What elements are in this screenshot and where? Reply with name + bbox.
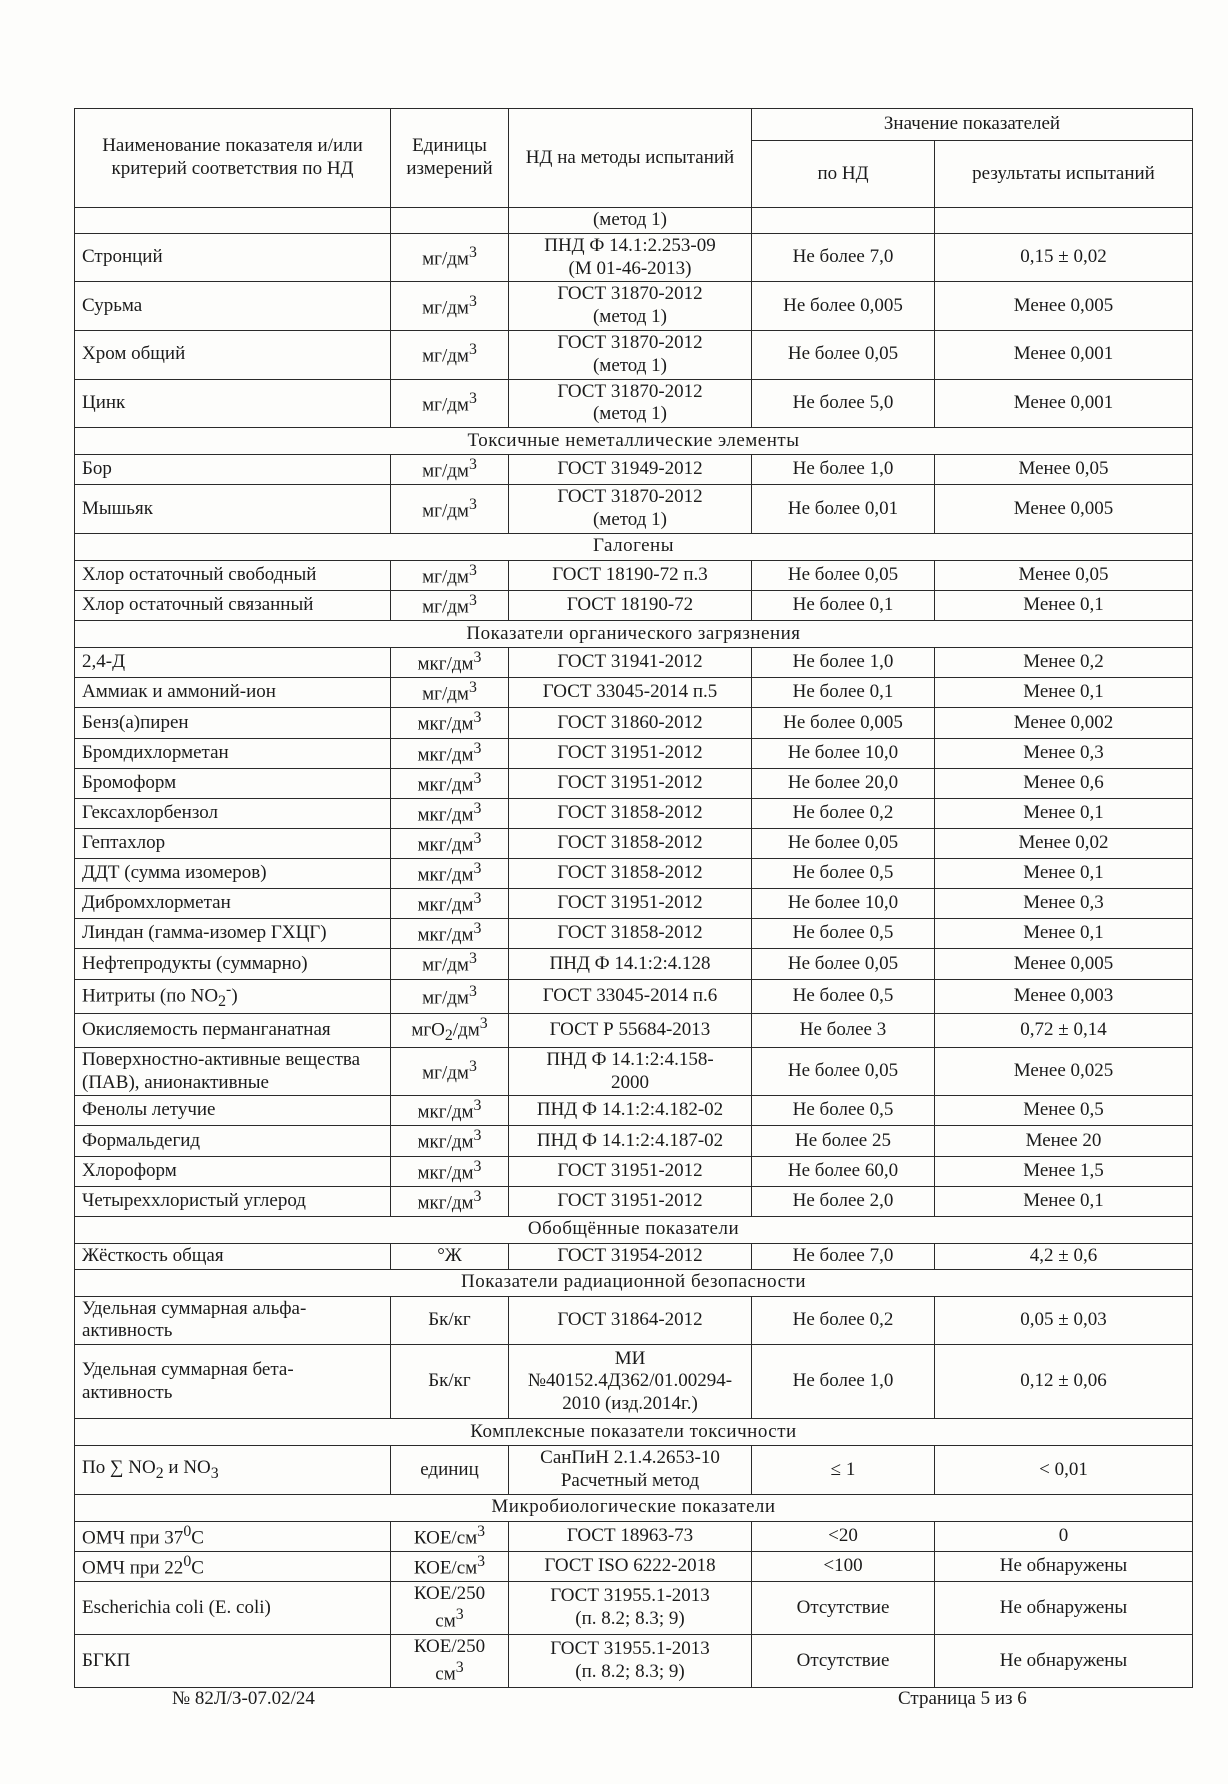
method-cell: ГОСТ 18190-72 <box>509 591 752 621</box>
unit-cell: КОЕ/$см^3$ <box>391 1551 509 1581</box>
method-cell: ПНД Ф 14.1:2:4.128 <box>509 949 752 979</box>
norm-cell: Не более 0,1 <box>752 591 935 621</box>
header-values: Значение показателей <box>752 109 1193 141</box>
indicator-name: Escherichia coli (E. coli) <box>75 1582 391 1635</box>
table-row <box>75 1243 1193 1269</box>
result-cell: Менее 0,1 <box>935 678 1193 708</box>
header-name: Наименование показателя и/или критерий соответствия по НД <box>75 109 391 208</box>
section-title: Показатели органического загрязнения <box>75 621 1193 648</box>
result-cell: Менее 0,1 <box>935 859 1193 889</box>
continuation-method: (метод 1) <box>509 208 752 234</box>
table-row <box>75 1551 1193 1581</box>
method-cell: ПНД Ф 14.1:2:4.187-02 <box>509 1126 752 1156</box>
indicator-name: Гептахлор <box>75 828 391 858</box>
norm-cell: <20 <box>752 1521 935 1551</box>
table-row <box>75 859 1193 889</box>
method-cell: ГОСТ 31860-2012 <box>509 708 752 738</box>
indicator-name: Хлороформ <box>75 1156 391 1186</box>
norm-cell: Не более 0,5 <box>752 859 935 889</box>
norm-cell: Не более 0,05 <box>752 828 935 858</box>
method-cell: ГОСТ 31858-2012 <box>509 828 752 858</box>
header-units: Единицы измерений <box>391 109 509 208</box>
unit-cell: КОЕ/250 $см^3$ <box>391 1582 509 1635</box>
indicator-name: Нефтепродукты (суммарно) <box>75 949 391 979</box>
norm-cell: Не более 0,05 <box>752 330 935 379</box>
norm-cell: Не более 0,005 <box>752 282 935 331</box>
method-cell: ГОСТ 31951-2012 <box>509 889 752 919</box>
indicator-name: Фенолы летучие <box>75 1096 391 1126</box>
unit-cell: Бк/кг <box>391 1296 509 1345</box>
indicator-name: Четыреххлористый углерод <box>75 1186 391 1216</box>
norm-cell: Не более 10,0 <box>752 889 935 919</box>
norm-cell: Отсутствие <box>752 1582 935 1635</box>
page-number: Страница 5 из 6 <box>898 1688 1027 1709</box>
method-cell: ГОСТ 31870-2012 (метод 1) <box>509 379 752 428</box>
table-row <box>75 455 1193 485</box>
method-cell: ГОСТ 18190-72 п.3 <box>509 560 752 590</box>
method-cell: ГОСТ 31951-2012 <box>509 1186 752 1216</box>
section-header <box>75 621 1193 648</box>
norm-cell: Не более 0,5 <box>752 979 935 1013</box>
norm-cell: Не более 0,005 <box>752 708 935 738</box>
unit-cell: мкг/$дм^3$ <box>391 1186 509 1216</box>
table-row <box>75 648 1193 678</box>
method-cell: ГОСТ 31951-2012 <box>509 738 752 768</box>
indicator-name: Цинк <box>75 379 391 428</box>
result-cell: Менее 0,02 <box>935 828 1193 858</box>
unit-cell: $мг/дм^3$ <box>391 485 509 534</box>
method-cell: ГОСТ 31941-2012 <box>509 648 752 678</box>
result-cell: Не обнаружены <box>935 1634 1193 1687</box>
method-cell: ГОСТ 31955.1-2013 (п. 8.2; 8.3; 9) <box>509 1634 752 1687</box>
section-title: Галогены <box>75 533 1193 560</box>
unit-cell: $мг/дм^3$ <box>391 379 509 428</box>
result-cell: Менее 0,05 <box>935 560 1193 590</box>
indicator-name: Бор <box>75 455 391 485</box>
indicator-name: Гексахлорбензол <box>75 798 391 828</box>
method-cell: ГОСТ ISO 6222-2018 <box>509 1551 752 1581</box>
document-number: № 82Л/З-07.02/24 <box>172 1688 315 1709</box>
table-row <box>75 591 1193 621</box>
result-cell: 0,15 ± 0,02 <box>935 233 1193 282</box>
result-cell: Менее 0,001 <box>935 330 1193 379</box>
results-table <box>74 108 1193 1688</box>
norm-cell: Отсутствие <box>752 1634 935 1687</box>
unit-cell: $мг/дм^3$ <box>391 282 509 331</box>
indicator-name: Дибромхлорметан <box>75 889 391 919</box>
indicator-name: Формальдегид <box>75 1126 391 1156</box>
norm-cell: Не более 0,2 <box>752 798 935 828</box>
section-header <box>75 1216 1193 1243</box>
header-norm: по НД <box>752 140 935 207</box>
method-cell: ГОСТ 31858-2012 <box>509 919 752 949</box>
norm-cell: Не более 7,0 <box>752 1243 935 1269</box>
table-row <box>75 1096 1193 1126</box>
result-cell: Менее 0,005 <box>935 485 1193 534</box>
result-cell: Менее 1,5 <box>935 1156 1193 1186</box>
indicator-name: Хлор остаточный свободный <box>75 560 391 590</box>
unit-cell: $мгО_2/дм^3$ <box>391 1013 509 1047</box>
norm-cell: Не более 1,0 <box>752 455 935 485</box>
method-cell: СанПиН 2.1.4.2653-10 Расчетный метод <box>509 1446 752 1495</box>
method-cell: МИ №40152.4Д362/01.00294- 2010 (изд.2014г.) <box>509 1345 752 1419</box>
method-cell: ПНД Ф 14.1:2:4.158- 2000 <box>509 1047 752 1096</box>
method-cell: ГОСТ 31870-2012 (метод 1) <box>509 282 752 331</box>
unit-cell: мкг/$дм^3$ <box>391 1156 509 1186</box>
norm-cell: Не более 0,1 <box>752 678 935 708</box>
unit-cell: Бк/кг <box>391 1345 509 1419</box>
result-cell: 4,2 ± 0,6 <box>935 1243 1193 1269</box>
method-cell: ГОСТ 31951-2012 <box>509 768 752 798</box>
table-row <box>75 1186 1193 1216</box>
norm-cell: Не более 0,05 <box>752 1047 935 1096</box>
indicator-name: Бенз(а)пирен <box>75 708 391 738</box>
method-cell: ПНД Ф 14.1:2:4.182-02 <box>509 1096 752 1126</box>
table-row <box>75 330 1193 379</box>
unit-cell: единиц <box>391 1446 509 1495</box>
unit-cell: $мг/дм^3$ <box>391 678 509 708</box>
indicator-name: Мышьяк <box>75 485 391 534</box>
table-row <box>75 798 1193 828</box>
method-cell: ГОСТ 31951-2012 <box>509 1156 752 1186</box>
unit-cell: $мг/дм^3$ <box>391 233 509 282</box>
table-row <box>75 889 1193 919</box>
table-row <box>75 485 1193 534</box>
table-row <box>75 678 1193 708</box>
result-cell: 0,72 ± 0,14 <box>935 1013 1193 1047</box>
norm-cell: Не более 0,05 <box>752 560 935 590</box>
result-cell: Менее 0,05 <box>935 455 1193 485</box>
norm-cell: Не более 0,5 <box>752 1096 935 1126</box>
unit-cell: мкг/$дм^3$ <box>391 648 509 678</box>
result-cell: < 0,01 <box>935 1446 1193 1495</box>
indicator-name: По ∑ $NO_2$ и $NO_3$ <box>75 1446 391 1495</box>
section-header <box>75 1269 1193 1296</box>
indicator-name: ОМЧ при $37^0С$ <box>75 1521 391 1551</box>
table-row <box>75 708 1193 738</box>
table-row <box>75 1296 1193 1345</box>
table-row <box>75 979 1193 1013</box>
indicator-name: Удельная суммарная бета- активность <box>75 1345 391 1419</box>
indicator-name: Окисляемость перманганатная <box>75 1013 391 1047</box>
norm-cell: Не более 0,05 <box>752 949 935 979</box>
unit-cell: мкг/$дм^3$ <box>391 919 509 949</box>
section-title: Обобщённые показатели <box>75 1216 1193 1243</box>
norm-cell: <100 <box>752 1551 935 1581</box>
table-row <box>75 1521 1193 1551</box>
result-cell: Менее 0,002 <box>935 708 1193 738</box>
norm-cell: Не более 5,0 <box>752 379 935 428</box>
unit-cell: КОЕ/250 $см^3$ <box>391 1634 509 1687</box>
section-header <box>75 1419 1193 1446</box>
indicator-name: Поверхностно-активные вещества (ПАВ), анионактивные <box>75 1047 391 1096</box>
unit-cell: мкг/$дм^3$ <box>391 859 509 889</box>
table-row <box>75 1582 1193 1635</box>
method-cell: ГОСТ 31864-2012 <box>509 1296 752 1345</box>
method-cell: ГОСТ 31955.1-2013 (п. 8.2; 8.3; 9) <box>509 1582 752 1635</box>
continuation-row <box>75 208 1193 234</box>
indicator-name: Хром общий <box>75 330 391 379</box>
result-cell: Менее 0,5 <box>935 1096 1193 1126</box>
norm-cell: Не более 25 <box>752 1126 935 1156</box>
indicator-name: Хлор остаточный связанный <box>75 591 391 621</box>
table-row <box>75 1156 1193 1186</box>
indicator-name: Нитриты (по $NO_2^-$) <box>75 979 391 1013</box>
norm-cell: Не более 1,0 <box>752 648 935 678</box>
unit-cell: мкг/$дм^3$ <box>391 889 509 919</box>
method-cell: ГОСТ 31870-2012 (метод 1) <box>509 330 752 379</box>
table-row <box>75 828 1193 858</box>
unit-cell: мкг/$дм^3$ <box>391 768 509 798</box>
method-cell: ГОСТ 18963-73 <box>509 1521 752 1551</box>
indicator-name: Бромоформ <box>75 768 391 798</box>
table-row <box>75 1634 1193 1687</box>
header-row <box>75 109 1193 141</box>
unit-cell: $мг/дм^3$ <box>391 560 509 590</box>
result-cell: Менее 0,2 <box>935 648 1193 678</box>
unit-cell: $мг/дм^3$ <box>391 455 509 485</box>
section-header <box>75 428 1193 455</box>
norm-cell: Не более 60,0 <box>752 1156 935 1186</box>
indicator-name: Бромдихлорметан <box>75 738 391 768</box>
norm-cell: Не более 1,0 <box>752 1345 935 1419</box>
norm-cell: Не более 0,2 <box>752 1296 935 1345</box>
section-header <box>75 533 1193 560</box>
norm-cell: Не более 10,0 <box>752 738 935 768</box>
norm-cell: Не более 2,0 <box>752 1186 935 1216</box>
method-cell: ГОСТ 31858-2012 <box>509 798 752 828</box>
result-cell: Менее 0,6 <box>935 768 1193 798</box>
unit-cell: мкг/$дм^3$ <box>391 798 509 828</box>
unit-cell: мкг/$дм^3$ <box>391 738 509 768</box>
table-row <box>75 949 1193 979</box>
result-cell: Менее 0,001 <box>935 379 1193 428</box>
indicator-name: ОМЧ при $22^0С$ <box>75 1551 391 1581</box>
unit-cell: $мг/дм^3$ <box>391 979 509 1013</box>
unit-cell: мкг/$дм^3$ <box>391 1126 509 1156</box>
result-cell: Менее 0,025 <box>935 1047 1193 1096</box>
unit-cell: $мг/дм^3$ <box>391 949 509 979</box>
indicator-name: Жёсткость общая <box>75 1243 391 1269</box>
norm-cell: Не более 0,5 <box>752 919 935 949</box>
section-header <box>75 1494 1193 1521</box>
result-cell: 0,05 ± 0,03 <box>935 1296 1193 1345</box>
table-row <box>75 282 1193 331</box>
unit-cell: °Ж <box>391 1243 509 1269</box>
result-cell: 0 <box>935 1521 1193 1551</box>
table-row <box>75 560 1193 590</box>
indicator-name: Стронций <box>75 233 391 282</box>
header-method: НД на методы испытаний <box>509 109 752 208</box>
indicator-name: Удельная суммарная альфа- активность <box>75 1296 391 1345</box>
indicator-name: 2,4-Д <box>75 648 391 678</box>
table-row <box>75 738 1193 768</box>
indicator-name: БГКП <box>75 1634 391 1687</box>
method-cell: ГОСТ 31954-2012 <box>509 1243 752 1269</box>
unit-cell: мкг/$дм^3$ <box>391 828 509 858</box>
unit-cell: $мг/дм^3$ <box>391 330 509 379</box>
norm-cell: Не более 7,0 <box>752 233 935 282</box>
result-cell: Менее 0,1 <box>935 1186 1193 1216</box>
indicator-name: Аммиак и аммоний-ион <box>75 678 391 708</box>
table-row <box>75 768 1193 798</box>
table-row <box>75 233 1193 282</box>
unit-cell: мкг/$дм^3$ <box>391 1096 509 1126</box>
norm-cell: Не более 20,0 <box>752 768 935 798</box>
indicator-name: Сурьма <box>75 282 391 331</box>
result-cell: Не обнаружены <box>935 1551 1193 1581</box>
indicator-name: Линдан (гамма-изомер ГХЦГ) <box>75 919 391 949</box>
table-row <box>75 1126 1193 1156</box>
unit-cell: $мг/дм^3$ <box>391 591 509 621</box>
result-cell: Менее 0,1 <box>935 919 1193 949</box>
unit-cell: $мг/дм^3$ <box>391 1047 509 1096</box>
table-row <box>75 1013 1193 1047</box>
section-title: Микробиологические показатели <box>75 1494 1193 1521</box>
section-title: Комплексные показатели токсичности <box>75 1419 1193 1446</box>
header-result: результаты испытаний <box>935 140 1193 207</box>
result-cell: 0,12 ± 0,06 <box>935 1345 1193 1419</box>
result-cell: Менее 0,3 <box>935 889 1193 919</box>
result-cell: Менее 0,003 <box>935 979 1193 1013</box>
section-title: Показатели радиационной безопасности <box>75 1269 1193 1296</box>
method-cell: ГОСТ Р 55684-2013 <box>509 1013 752 1047</box>
method-cell: ГОСТ 33045-2014 п.5 <box>509 678 752 708</box>
method-cell: ГОСТ 31870-2012 (метод 1) <box>509 485 752 534</box>
result-cell: Менее 0,005 <box>935 282 1193 331</box>
result-cell: Менее 20 <box>935 1126 1193 1156</box>
table-row <box>75 1446 1193 1495</box>
method-cell: ПНД Ф 14.1:2.253-09 (М 01-46-2013) <box>509 233 752 282</box>
result-cell: Менее 0,1 <box>935 591 1193 621</box>
table-row <box>75 919 1193 949</box>
result-cell: Не обнаружены <box>935 1582 1193 1635</box>
method-cell: ГОСТ 31858-2012 <box>509 859 752 889</box>
table-row <box>75 1345 1193 1419</box>
result-cell: Менее 0,3 <box>935 738 1193 768</box>
norm-cell: Не более 0,01 <box>752 485 935 534</box>
norm-cell: Не более 3 <box>752 1013 935 1047</box>
section-title: Токсичные неметаллические элементы <box>75 428 1193 455</box>
unit-cell: КОЕ/$см^3$ <box>391 1521 509 1551</box>
indicator-name: ДДТ (сумма изомеров) <box>75 859 391 889</box>
result-cell: Менее 0,1 <box>935 798 1193 828</box>
unit-cell: мкг/$дм^3$ <box>391 708 509 738</box>
table-row <box>75 1047 1193 1096</box>
result-cell: Менее 0,005 <box>935 949 1193 979</box>
method-cell: ГОСТ 33045-2014 п.6 <box>509 979 752 1013</box>
table-row <box>75 379 1193 428</box>
method-cell: ГОСТ 31949-2012 <box>509 455 752 485</box>
norm-cell: ≤ 1 <box>752 1446 935 1495</box>
